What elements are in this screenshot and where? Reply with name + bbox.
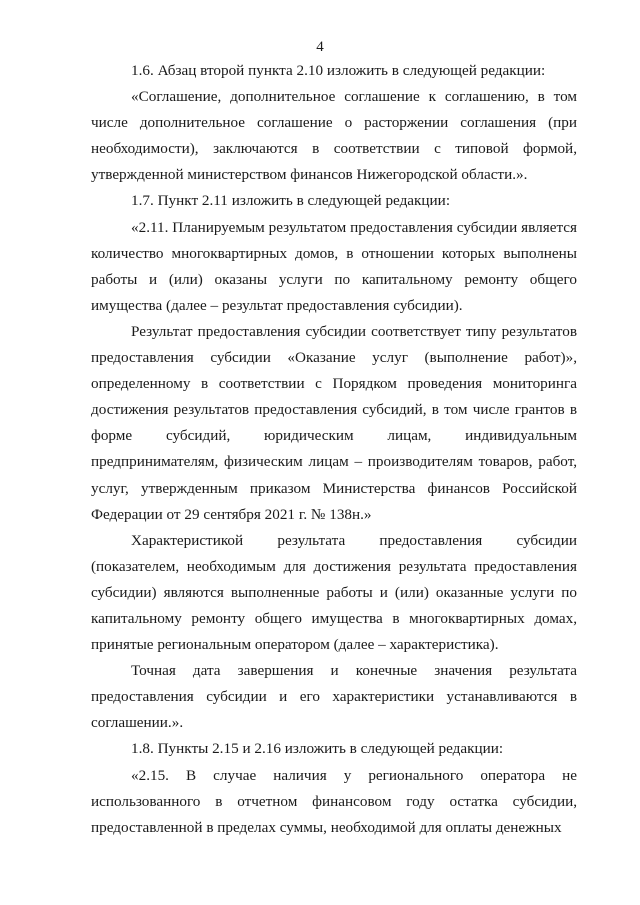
paragraph-1-8: 1.8. Пункты 2.15 и 2.16 изложить в следующей редакции: xyxy=(131,740,504,758)
document-body xyxy=(91,58,577,841)
paragraph-1-7: 1.7. Пункт 2.11 изложить в следующей редакции: xyxy=(131,192,451,210)
paragraph-result-type: Результат предоставления субсидии соответствует типу результатов предоставления субсидии «Оказание услуг (выполнение работ)», определенному в соответствии с Порядком проведения мониторинга достижения результатов предоставления субсидий, в том числе грантов в форме субсидий, юридическим лицам, индивидуальным предпринимателям, физическим лицам – производителям товаров, работ, услуг, утвержденным приказом Министерства финансов Российской Федерации от 29 сентября 2021 г. № 138н.» xyxy=(91,322,577,523)
paragraph-2-15: «2.15. В случае наличия у регионального оператора не использованного в отчетном финансовом году остатка субсидии, предоставленной в пределах суммы, необходимой для оплаты денежных xyxy=(91,766,577,836)
paragraph-characteristic: Характеристикой результата предоставления субсидии (показателем, необходимым для достижения результата предоставления субсидии) являются выполненные работы и (или) оказанные услуги по капитальному ремонту общего имущества в многоквартирных домах, принятые региональным оператором (далее – характеристика). xyxy=(91,531,577,654)
page-number: 4 xyxy=(316,39,324,55)
paragraph-agreement: «Соглашение, дополнительное соглашение к соглашению, в том числе дополнительное соглашение о расторжении соглашения (при необходимости), заключаются в соответствии с типовой формой, утвержденной министерством финансов Нижегородской области.». xyxy=(91,88,577,184)
paragraph-exact-date: Точная дата завершения и конечные значения результата предоставления субсидии и его характеристики устанавливаются в соглашении.». xyxy=(91,662,577,732)
paragraph-2-11: «2.11. Планируемым результатом предоставления субсидии является количество многоквартирных домов, в отношении которых выполнены работы и (или) оказаны услуги по капитальному ремонту общего имущества (далее – результат предоставления субсидии). xyxy=(91,218,577,314)
paragraph-1-6: 1.6. Абзац второй пункта 2.10 изложить в следующей редакции: xyxy=(131,62,546,79)
